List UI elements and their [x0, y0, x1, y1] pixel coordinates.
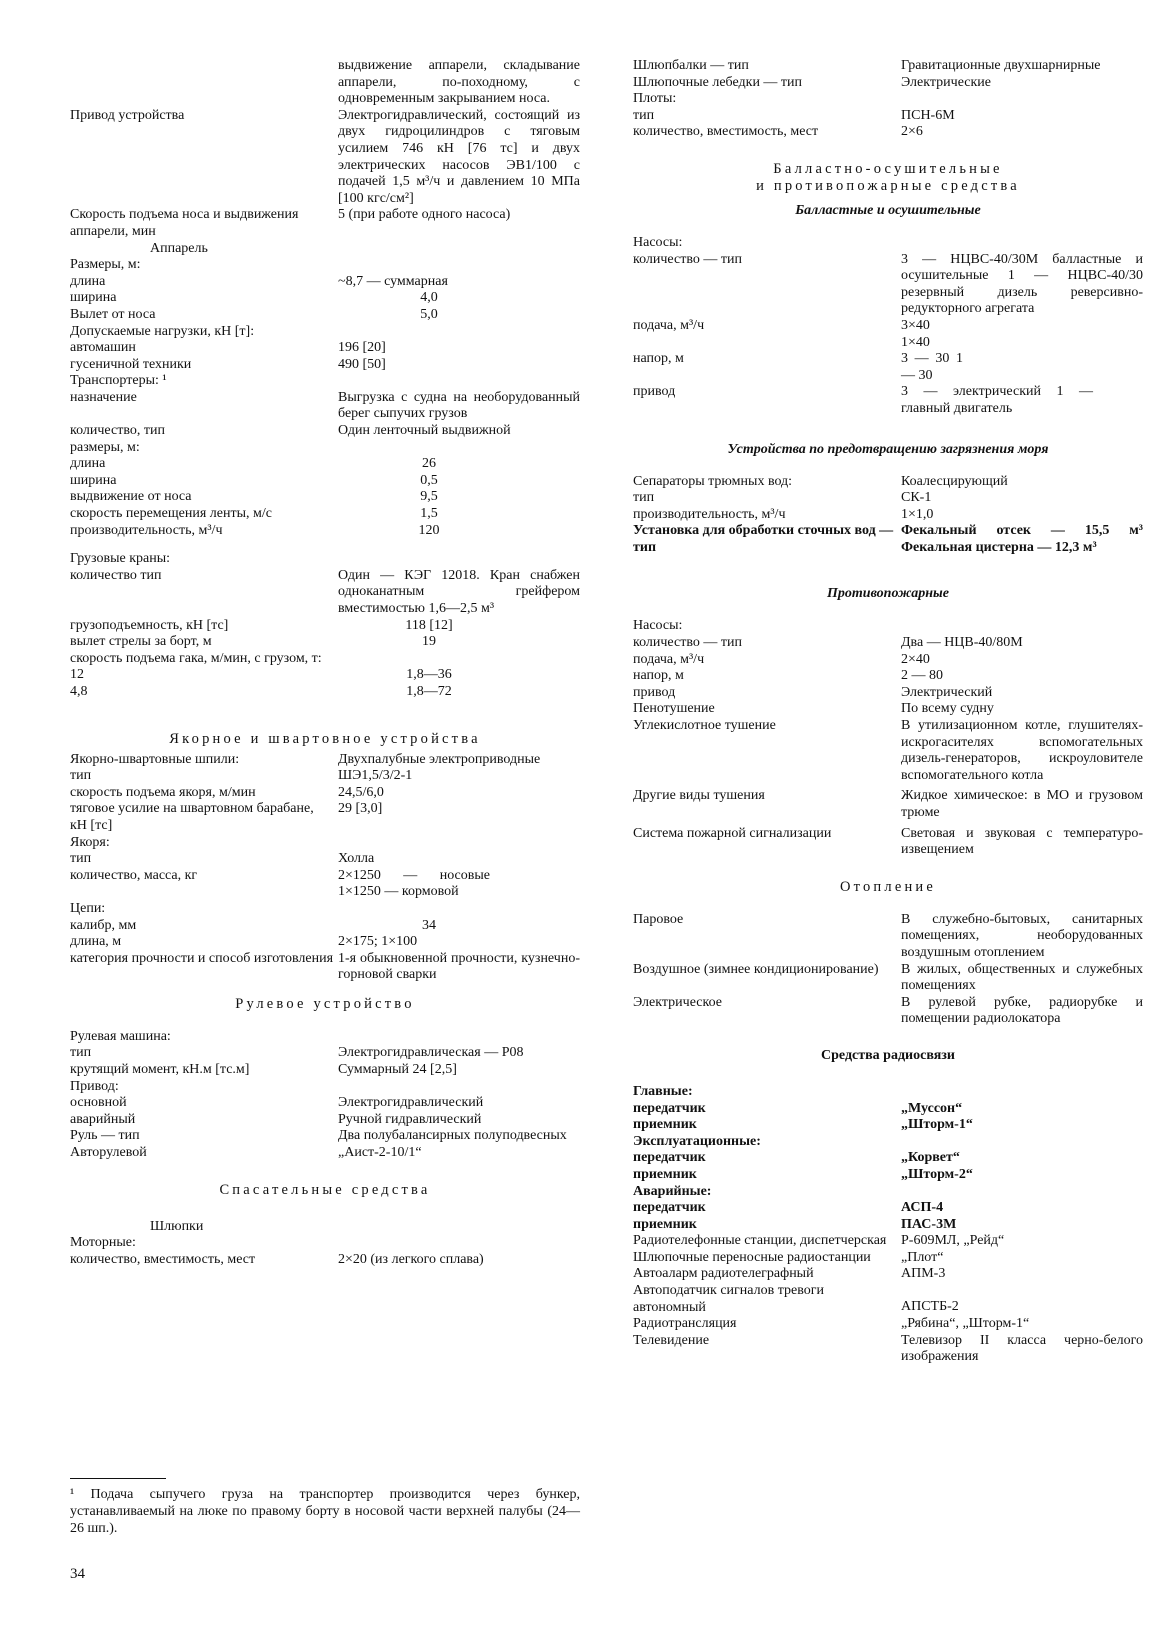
spec-row: [633, 474, 1143, 491]
spec-row: [633, 507, 1143, 524]
spec-row: [70, 357, 580, 374]
spec-value: [338, 835, 580, 852]
spec-row: [70, 506, 580, 523]
spec-label: Моторные:: [70, 1235, 136, 1251]
spec-row: [70, 423, 580, 440]
spec-row: [633, 1134, 1143, 1151]
spec-row: [633, 1200, 1143, 1217]
spec-row: [70, 390, 580, 423]
spec-label: калибр, мм: [70, 917, 137, 933]
spec-value: „Шторм-1“: [901, 1117, 973, 1133]
spec-value: „Муссон“: [901, 1100, 963, 1116]
spec-label: гусеничной техники: [70, 356, 192, 372]
spec-label: тип: [633, 107, 655, 123]
spec-value: 3 — НЦВС-40/30М балластные и осушительные 1 — НЦВС-40/30 резервный дизель реверсивно-редукторного агрегата: [901, 251, 1143, 317]
spec-value: ~8,7 — суммарная: [338, 273, 448, 289]
spec-label: передатчик: [633, 1100, 706, 1116]
spec-value: АПСТБ-2: [901, 1299, 959, 1315]
spec-label: Паровое: [633, 911, 684, 927]
spec-row: [70, 667, 580, 684]
spec-row: [70, 1145, 580, 1162]
spec-value: 5,0: [420, 306, 438, 322]
spec-label: ширина: [70, 290, 117, 306]
spec-label: Вылет от носа: [70, 306, 156, 322]
spec-label: привод: [633, 384, 676, 400]
spec-value: Коалесцирующий: [901, 473, 1008, 489]
spec-value: „Шторм-2“: [901, 1166, 973, 1182]
spec-label: тип: [70, 851, 92, 867]
spec-label: ширина: [70, 472, 117, 488]
spec-label: крутящий момент, кН.м [тс.м]: [70, 1062, 250, 1078]
spec-value: Один ленточный выдвижной: [338, 423, 511, 439]
section-title: Балластно-осушительные: [773, 160, 1003, 177]
spec-row: [70, 934, 580, 951]
spec-row: [70, 901, 580, 918]
spec-label: Транспортеры: ¹: [70, 373, 167, 389]
spec-label: напор, м: [633, 351, 684, 367]
spec-value: Два полубалансирных полуподвесных: [338, 1128, 567, 1144]
spec-label: Электрическое: [633, 994, 722, 1010]
right-column: [633, 58, 1143, 1366]
spec-value: Электрогидравлический, состоящий из двух гидроцилиндров с тяговым усилием 746 кН [76 тс] и двух электрических насосов ЭВ1/100 с подачей 1,5 м³/ч и давлением 10 МПа [100 кгс/см²]: [338, 107, 580, 206]
spec-value: 3×40 1×40: [901, 317, 930, 350]
spec-label: Шлюпочные переносные радиостанции: [633, 1249, 871, 1265]
spec-row: [633, 701, 1143, 718]
spec-row: [70, 340, 580, 357]
spec-value: СК-1: [901, 490, 932, 506]
spec-row: [633, 1084, 1143, 1101]
spec-row: [70, 489, 580, 506]
spec-value: 1×1,0: [901, 506, 934, 522]
spec-row: [633, 75, 1143, 92]
spec-value: В жилых, общественных и служебных помещениях: [901, 961, 1143, 994]
spec-label: скорость подъема гака, м/мин, с грузом, т:: [70, 650, 322, 666]
spec-label: тяговое усилие на швартовном барабане, кН [тс]: [70, 801, 314, 833]
spec-value: [338, 1235, 580, 1252]
section-subtitle: Балластные и осушительные: [795, 202, 981, 218]
spec-value: [338, 901, 580, 918]
footnote-divider: [70, 1478, 166, 1479]
spec-label: размеры, м:: [70, 439, 140, 455]
spec-row: [70, 835, 580, 852]
spec-row: [633, 718, 1143, 784]
spec-row: [70, 58, 580, 108]
spec-row: [633, 1283, 1143, 1316]
spec-label: подача, м³/ч: [633, 317, 705, 333]
spec-label: Система пожарной сигнализации: [633, 825, 832, 841]
spec-value: Двухпалубные электроприводные: [338, 751, 541, 767]
spec-row: [633, 1250, 1143, 1267]
spec-row: [70, 1079, 580, 1096]
spec-row: [70, 440, 580, 457]
spec-value: [338, 324, 580, 341]
spec-label: выдвижение от носа: [70, 489, 192, 505]
spec-label: Скорость подъема носа и выдвижения аппарели, мин: [70, 207, 299, 239]
spec-row: [70, 868, 580, 901]
spec-label: Сепараторы трюмных вод:: [633, 473, 793, 489]
spec-row: [633, 912, 1143, 962]
spec-value: 0,5: [420, 472, 438, 488]
spec-label: Привод устройства: [70, 107, 185, 123]
spec-row: [70, 1095, 580, 1112]
spec-value: [901, 1084, 1143, 1101]
spec-row: [70, 257, 580, 274]
spec-label: производительность, м³/ч: [70, 522, 223, 538]
section-subheading: Аппарель: [150, 240, 208, 256]
spec-value: [338, 440, 580, 457]
spec-label: Радиотрансляция: [633, 1316, 737, 1332]
spec-value: 5 (при работе одного насоса): [338, 207, 511, 223]
spec-value: 2×1250 — носовые 1×1250 — кормовой: [338, 867, 490, 900]
spec-row: [633, 826, 1143, 859]
spec-label: тип: [70, 1045, 92, 1061]
spec-label: Воздушное (зимнее кондиционирование): [633, 961, 879, 977]
spec-value: 2×40: [901, 651, 930, 667]
spec-row: [70, 307, 580, 324]
spec-row: [633, 685, 1143, 702]
spec-label: назначение: [70, 389, 137, 405]
spec-row: [70, 456, 580, 473]
spec-row: [70, 752, 580, 769]
spec-row: [633, 252, 1143, 318]
spec-value: [901, 235, 1143, 252]
spec-label: Шлюпбалки — тип: [633, 58, 749, 73]
spec-label: Радиотелефонные станции, диспетчерская: [633, 1233, 887, 1249]
spec-label: тип: [633, 490, 655, 506]
spec-value: „Аист-2-10/1“: [338, 1145, 422, 1161]
spec-label: количество — тип: [633, 635, 742, 651]
spec-value: Р-609МЛ, „Рейд“: [901, 1233, 1005, 1249]
spec-label: Плоты:: [633, 91, 677, 107]
spec-value: Холла: [338, 851, 375, 867]
spec-label: Автоаларм радиотелеграфный: [633, 1266, 814, 1282]
spec-label: количество, масса, кг: [70, 867, 198, 883]
spec-label: Другие виды тушения: [633, 788, 765, 804]
spec-value: „Плот“: [901, 1249, 944, 1265]
spec-row: [633, 351, 1143, 384]
spec-label: Углекислотное тушение: [633, 718, 776, 734]
spec-value: Электрические: [901, 74, 991, 90]
spec-label: подача, м³/ч: [633, 651, 705, 667]
spec-label: Руль — тип: [70, 1128, 140, 1144]
spec-value: ШЭ1,5/3/2-1: [338, 768, 413, 784]
spec-label: привод: [633, 684, 676, 700]
page-number: 34: [70, 1566, 85, 1582]
spec-row: [70, 108, 580, 208]
spec-value: 4,0: [420, 290, 438, 306]
spec-row: [633, 1150, 1143, 1167]
section-title: Якорное и швартовное устройства: [169, 730, 481, 747]
spec-label: Пенотушение: [633, 701, 715, 717]
spec-label: Рулевая машина:: [70, 1028, 171, 1044]
spec-value: выдвижение аппарели, складывание аппарели, по-походному, с одновременным закрыванием носа.: [338, 58, 580, 107]
spec-value: Электрогидравлический: [338, 1095, 484, 1111]
spec-label: Якорно-швартовные шпили:: [70, 751, 240, 767]
spec-value: [901, 91, 1143, 108]
spec-label: Насосы:: [633, 618, 683, 634]
spec-row: [70, 1062, 580, 1079]
spec-row: [70, 951, 580, 984]
spec-row: [633, 384, 1143, 417]
spec-label: длина: [70, 456, 106, 472]
spec-row: [70, 551, 580, 568]
spec-row: [70, 785, 580, 802]
spec-row: [70, 1128, 580, 1145]
spec-label: автомашин: [70, 340, 136, 356]
spec-value: 118 [12]: [405, 617, 453, 633]
spec-row: [633, 668, 1143, 685]
spec-label: напор, м: [633, 668, 684, 684]
spec-value: [338, 551, 580, 568]
spec-value: По всему судну: [901, 701, 994, 717]
spec-label: скорость подъема якоря, м/мин: [70, 784, 256, 800]
spec-label: Эксплуатационные:: [633, 1133, 761, 1149]
spec-value: Суммарный 24 [2,5]: [338, 1062, 457, 1078]
spec-row: [633, 1184, 1143, 1201]
spec-value: [338, 373, 580, 390]
spec-row: [70, 324, 580, 341]
spec-value: Телевизор II класса черно-белого изображения: [901, 1332, 1143, 1365]
spec-row: [70, 274, 580, 291]
spec-value: 1,8—72: [406, 683, 452, 699]
spec-value: 3 — электрический 1 — главный двигатель: [901, 384, 1093, 416]
spec-row: [633, 318, 1143, 351]
spec-row: [70, 568, 580, 618]
spec-value: ПАС-3М: [901, 1216, 957, 1232]
spec-row: [633, 1217, 1143, 1234]
spec-label: количество, тип: [70, 423, 165, 439]
spec-row: [70, 373, 580, 390]
spec-value: Ручной гидравлический: [338, 1111, 482, 1127]
spec-row: [633, 124, 1143, 141]
spec-value: АСП-4: [901, 1200, 944, 1216]
spec-label: Цепи:: [70, 900, 106, 916]
spec-value: „Корвет“: [901, 1150, 960, 1166]
section-title: Рулевое устройство: [235, 995, 415, 1012]
spec-row: [633, 788, 1143, 821]
spec-label: Авторулевой: [70, 1145, 147, 1161]
spec-value: Гравитационные двухшарнирные: [901, 58, 1101, 73]
spec-label: приемник: [633, 1166, 697, 1182]
spec-label: аварийный: [70, 1111, 136, 1127]
spec-row: [70, 768, 580, 785]
spec-value: Выгрузка с судна на необорудованный берег сыпучих грузов: [338, 389, 580, 422]
spec-value: [338, 1079, 580, 1096]
spec-row: [633, 1233, 1143, 1250]
spec-value: 1-я обыкновенной прочности, кузнечно-горновой сварки: [338, 950, 580, 983]
spec-row: [70, 918, 580, 935]
spec-row: [633, 1316, 1143, 1333]
footnote: ¹ Подача сыпучего груза на транспортер производится через бункер, устанавливаемый на люке по правому борту в носовой части верхней палубы (24—26 шп.).: [70, 1487, 580, 1536]
spec-value: 3 — 30 1 — 30: [901, 351, 963, 383]
spec-row: [70, 1045, 580, 1062]
spec-row: [70, 1029, 580, 1046]
spec-row: [633, 618, 1143, 635]
spec-value: 19: [422, 634, 436, 650]
spec-value: Жидкое химическое: в МО и грузовом трюме: [901, 788, 1143, 820]
section-title: Средства радиосвязи: [821, 1047, 955, 1063]
spec-label: категория прочности и способ изготовления: [70, 950, 334, 966]
spec-row: [633, 1117, 1143, 1134]
spec-row: [633, 1101, 1143, 1118]
spec-label: основной: [70, 1095, 127, 1111]
spec-label: приемник: [633, 1117, 697, 1133]
spec-value: Электрогидравлическая — Р08: [338, 1045, 524, 1061]
spec-label: количество, вместимость, мест: [70, 1251, 256, 1267]
spec-value: 24,5/6,0: [338, 784, 384, 800]
spec-row: [633, 635, 1143, 652]
spec-row: [633, 1333, 1143, 1366]
spec-value: [901, 1184, 1143, 1201]
section-subtitle: Противопожарные: [827, 586, 949, 602]
spec-label: тип: [70, 768, 92, 784]
spec-label: 4,8: [70, 683, 88, 699]
spec-value: 196 [20]: [338, 340, 386, 356]
spec-value: 34: [422, 917, 436, 933]
spec-label: скорость перемещения ленты, м/с: [70, 506, 272, 522]
spec-value: 2×20 (из легкого сплава): [338, 1251, 484, 1267]
spec-label: производительность, м³/ч: [633, 506, 786, 522]
spec-value: 120: [418, 522, 440, 538]
spec-value: [901, 1134, 1143, 1151]
spec-value: ПСН-6М: [901, 107, 955, 123]
spec-value: Один — КЭГ 12018. Кран снабжен одноканатным грейфером вместимостью 1,6—2,5 м³: [338, 567, 580, 616]
spec-label: Автоподатчик сигналов тревоги автономный: [633, 1283, 824, 1315]
spec-value: 2×175; 1×100: [338, 934, 418, 950]
spec-value: 26: [422, 456, 436, 472]
spec-value: 1,8—36: [406, 667, 452, 683]
spec-label: длина, м: [70, 934, 122, 950]
spec-row: [70, 634, 580, 651]
spec-row: [70, 651, 580, 668]
spec-value: 29 [3,0]: [338, 801, 383, 817]
spec-value: Световая и звуковая с температуро-извещением: [901, 825, 1143, 858]
spec-value: 2×6: [901, 124, 923, 140]
spec-row: [633, 962, 1143, 995]
section-title: Спасательные средства: [219, 1181, 431, 1198]
spec-value: Два — НЦВ-40/80М: [901, 635, 1023, 651]
section-subtitle: Устройства по предотвращению загрязнения моря: [727, 441, 1049, 457]
spec-label: Главные:: [633, 1083, 693, 1099]
spec-label: Телевидение: [633, 1332, 710, 1348]
spec-row: [633, 490, 1143, 507]
spec-row: [633, 1266, 1143, 1283]
spec-label: Шлюпочные лебедки — тип: [633, 74, 803, 90]
spec-value: [338, 257, 580, 274]
spec-row: [633, 995, 1143, 1028]
spec-row: [70, 523, 580, 540]
spec-label: вылет стрелы за борт, м: [70, 634, 212, 650]
spec-label: количество тип: [70, 567, 162, 583]
spec-value: В утилизационном котле, глушителях-искрогасителях вспомогательных дизель-генераторов, искроуловителе вспомогательного котла: [901, 718, 1143, 783]
spec-value: 1,5: [420, 506, 438, 522]
spec-value: „Рябина“, „Шторм-1“: [901, 1316, 1030, 1332]
spec-value: 9,5: [420, 489, 438, 505]
spec-label: Аварийные:: [633, 1183, 712, 1199]
spec-label: Привод:: [70, 1078, 119, 1094]
spec-label: Размеры, м:: [70, 257, 141, 273]
spec-value: В рулевой рубке, радиорубке и помещении радиолокатора: [901, 994, 1143, 1027]
spec-value: В служебно-бытовых, санитарных помещениях, необорудованных воздушным отоплением: [901, 911, 1143, 960]
spec-row: [633, 523, 1143, 556]
spec-value: [901, 618, 1143, 635]
spec-row: [633, 108, 1143, 125]
spec-label: Установка для обработки сточных вод — тип: [633, 523, 894, 555]
spec-row: [70, 473, 580, 490]
section-title: и противопожарные средства: [756, 177, 1020, 194]
spec-row: [70, 1112, 580, 1129]
spec-row: [633, 1167, 1143, 1184]
spec-value: Фекальный отсек — 15,5 м³ Фекальная цистерна — 12,3 м³: [901, 523, 1143, 555]
spec-value: [338, 1029, 580, 1046]
spec-value: Электрический: [901, 684, 993, 700]
spec-row: [70, 207, 580, 240]
spec-value: АПМ-3: [901, 1266, 946, 1282]
spec-row: [70, 618, 580, 635]
spec-label: 12: [70, 667, 84, 683]
section-title: Отопление: [839, 878, 937, 895]
spec-value: [338, 651, 580, 668]
spec-row: [633, 91, 1143, 108]
spec-row: [633, 235, 1143, 252]
spec-row: [70, 851, 580, 868]
spec-label: [70, 58, 338, 108]
spec-label: количество — тип: [633, 251, 742, 267]
spec-row: [70, 1235, 580, 1252]
spec-value: 2 — 80: [901, 668, 943, 684]
spec-label: Якоря:: [70, 834, 110, 850]
spec-label: длина: [70, 273, 106, 289]
spec-label: передатчик: [633, 1200, 706, 1216]
spec-label: грузоподъемность, кН [тс]: [70, 617, 229, 633]
spec-label: количество, вместимость, мест: [633, 124, 819, 140]
spec-row: [70, 684, 580, 701]
spec-label: Грузовые краны:: [70, 551, 171, 567]
spec-row: [70, 801, 580, 834]
left-column: [70, 58, 580, 1268]
spec-row: [633, 652, 1143, 669]
spec-label: приемник: [633, 1216, 697, 1232]
spec-value: 490 [50]: [338, 356, 386, 372]
spec-row: [70, 1252, 580, 1269]
spec-label: передатчик: [633, 1150, 706, 1166]
spec-label: Насосы:: [633, 234, 683, 250]
section-subheading: Шлюпки: [150, 1218, 204, 1234]
spec-row: [633, 58, 1143, 75]
spec-label: Допускаемые нагрузки, кН [т]:: [70, 323, 255, 339]
spec-row: [70, 290, 580, 307]
